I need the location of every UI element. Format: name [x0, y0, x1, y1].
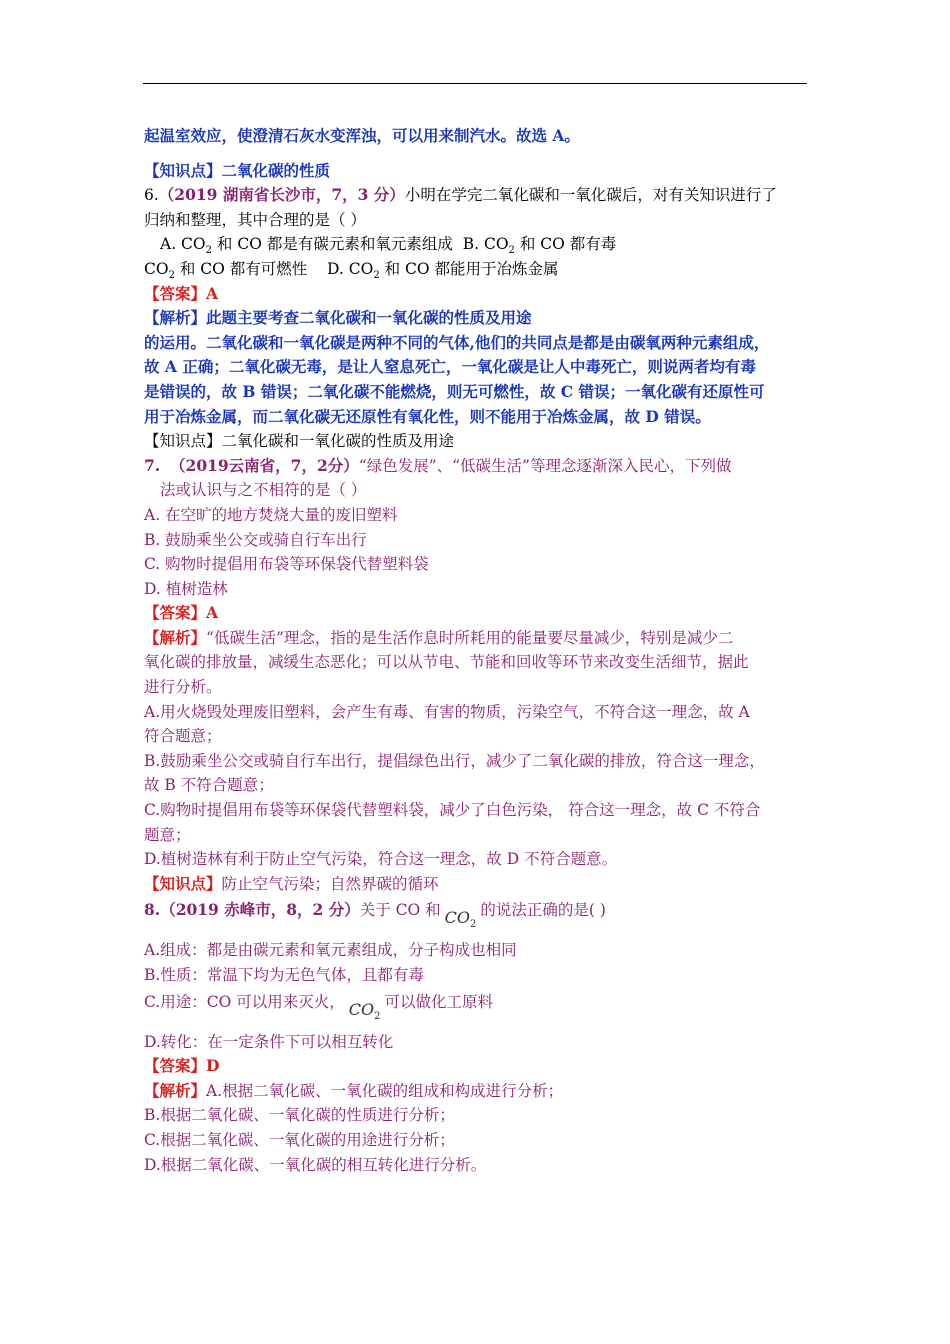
q7-knowledge-text: 防止空气污染；自然界碳的循环 — [221, 874, 439, 893]
q6-answer: 【答案】A — [144, 283, 219, 303]
q8-stem — [144, 896, 820, 932]
q8-option-c-text1: C.用途：CO 可以用来灭火， — [144, 992, 345, 1011]
q8-co2-formula: $CO_2$ — [444, 908, 477, 931]
q7-option-b: B. 鼓励乘坐公交或骑自行车出行 — [144, 530, 367, 549]
q8-option-a: A.组成：都是由碳元素和氧元素组成，分子构成也相同 — [144, 941, 517, 960]
q6-option-b-prefix: B. CO — [462, 235, 509, 254]
q6-option-c-prefix: CO — [144, 259, 169, 278]
q8-explanation-2: B.根据二氧化碳、一氧化碳的性质进行分析； — [144, 1106, 455, 1125]
q6-knowledge-point: 【知识点】二氧化碳和一氧化碳的性质及用途 — [144, 432, 455, 451]
q6-option-b-sub: 2 — [508, 245, 515, 257]
q7-source: （2019云南省，7，2分） — [170, 455, 359, 475]
q7-answer: 【答案】A — [144, 603, 219, 623]
q8-explanation-1-text: A.根据二氧化碳、一氧化碳的组成和构成进行分析； — [206, 1081, 564, 1100]
q6-stem-line1 — [144, 183, 820, 208]
q7-number: 7. — [144, 455, 161, 475]
q6-option-d-prefix: D. CO — [327, 259, 374, 278]
q7-stem1: “绿色发展”、“低碳生活”等理念逐渐深入民心，下列做 — [358, 456, 732, 475]
q7-explanation-5: 符合题意； — [144, 727, 222, 746]
document-body — [144, 124, 820, 1177]
q6-option-c-text: 和 CO 都有可燃性 — [174, 259, 308, 278]
q8-option-c-formula: $CO_2$ — [348, 999, 381, 1022]
q8-option-c — [144, 988, 820, 1024]
q8-answer: 【答案】D — [144, 1056, 220, 1076]
q8-explanation-1 — [144, 1079, 820, 1104]
header-rule — [143, 83, 807, 84]
q7-explanation-tag: 【解析】 — [144, 627, 207, 647]
q8-explanation-3: C.根据二氧化碳、一氧化碳的用途进行分析； — [144, 1130, 455, 1149]
q6-explanation-5: 用于冶炼金属，而二氧化碳无还原性有氧化性，则不能用于冶炼金属，故 D 错误。 — [144, 406, 711, 426]
q7-explanation-2: 氧化碳的排放量，减缓生态恶化；可以从节电、节能和回收等环节来改变生活细节，据此 — [144, 653, 749, 672]
q6-option-b-text: 和 CO 都有毒 — [514, 235, 617, 254]
prev-explanation-tail: 起温室效应，使澄清石灰水变浑浊，可以用来制汽水。故选 A。 — [144, 126, 580, 145]
q7-explanation-3: 进行分析。 — [144, 678, 222, 697]
q7-option-c: C. 购物时提倡用布袋等环保袋代替塑料袋 — [144, 555, 429, 574]
q7-option-d: D. 植树造林 — [144, 579, 228, 598]
q7-knowledge-tag: 【知识点】 — [144, 873, 222, 893]
q6-explanation-2: 的运用。二氧化碳和一氧化碳是两种不同的气体,他们的共同点是都是由碳氧两种元素组成， — [144, 332, 770, 352]
q6-option-c-sub: 2 — [168, 270, 175, 282]
q8-option-d: D.转化：在一定条件下可以相互转化 — [144, 1032, 394, 1051]
q8-stem1: 关于 CO 和 — [359, 901, 441, 920]
q8-number: 8. — [144, 900, 161, 920]
q6-number: 6. — [144, 186, 159, 205]
q6-stem-line2: 归纳和整理，其中合理的是（ ） — [144, 210, 366, 229]
q6-options-cd — [144, 257, 820, 282]
q6-option-a-sub: 2 — [205, 245, 212, 257]
q7-explanation-8: C.购物时提倡用布袋等环保袋代替塑料袋，减少了白色污染， 符合这一理念，故 C 不符合 — [144, 801, 761, 820]
q7-explanation-7: 故 B 不符合题意； — [144, 776, 274, 795]
q7-explanation-9: 题意； — [144, 825, 191, 844]
q7-explanation-1-text: “低碳生活”理念，指的是生活作息时所耗用的能量要尽量减少，特别是减少二 — [206, 628, 734, 647]
q7-stem-line1 — [144, 454, 820, 479]
q6-stem1: 小明在学完二氧化碳和一氧化碳后，对有关知识进行了 — [404, 186, 777, 205]
q8-option-b: B.性质：常温下均为无色气体，且都有毒 — [144, 966, 424, 984]
q7-explanation-1 — [144, 626, 820, 651]
q6-options-ab — [144, 232, 820, 257]
q6-option-d-sub: 2 — [373, 270, 380, 282]
q6-option-d-text: 和 CO 都能用于冶炼金属 — [379, 259, 559, 278]
prev-knowledge-point: 【知识点】二氧化碳的性质 — [144, 160, 331, 180]
q6-option-a-text: 和 CO 都是有碳元素和氧元素组成 — [212, 235, 453, 254]
q7-explanation-6: B.鼓励乘坐公交或骑自行车出行，提倡绿色出行，减少了二氧化碳的排放，符合这一理念， — [144, 751, 765, 770]
q7-explanation-10: D.植树造林有利于防止空气污染，符合这一理念，故 D 不符合题意。 — [144, 850, 618, 869]
q8-source: （2019 赤峰市，8，2 分） — [160, 900, 360, 920]
q6-explanation-3: 故 A 正确；二氧化碳无毒，是让人窒息死亡，一氧化碳是让人中毒死亡，则说两者均有毒 — [144, 357, 756, 377]
q7-option-a: A. 在空旷的地方焚烧大量的废旧塑料 — [144, 505, 398, 524]
q8-option-c-text2: 可以做化工原料 — [384, 992, 493, 1011]
q6-explanation-4: 是错误的，故 B 错误；二氧化碳不能燃烧，则无可燃性，故 C 错误；一氧化碳有还原性可 — [144, 381, 765, 401]
q8-explanation-tag: 【解析】 — [144, 1080, 207, 1100]
q7-explanation-4: A.用火烧毁处理废旧塑料，会产生有毒、有害的物质，污染空气，不符合这一理念，故 A — [144, 702, 750, 721]
q7-stem-line2: 法或认识与之不相符的是（ ） — [160, 481, 367, 500]
q8-explanation-4: D.根据二氧化碳、一氧化碳的相互转化进行分析。 — [144, 1155, 487, 1174]
q6-source: （2019 湖南省长沙市，7，3 分） — [158, 185, 405, 205]
q6-explanation-1: 【解析】此题主要考查二氧化碳和一氧化碳的性质及用途 — [144, 308, 532, 328]
q6-option-a-prefix: A. CO — [160, 235, 206, 254]
q7-knowledge-point — [144, 872, 820, 897]
q8-stem2: 的说法正确的是( ) — [480, 901, 606, 920]
